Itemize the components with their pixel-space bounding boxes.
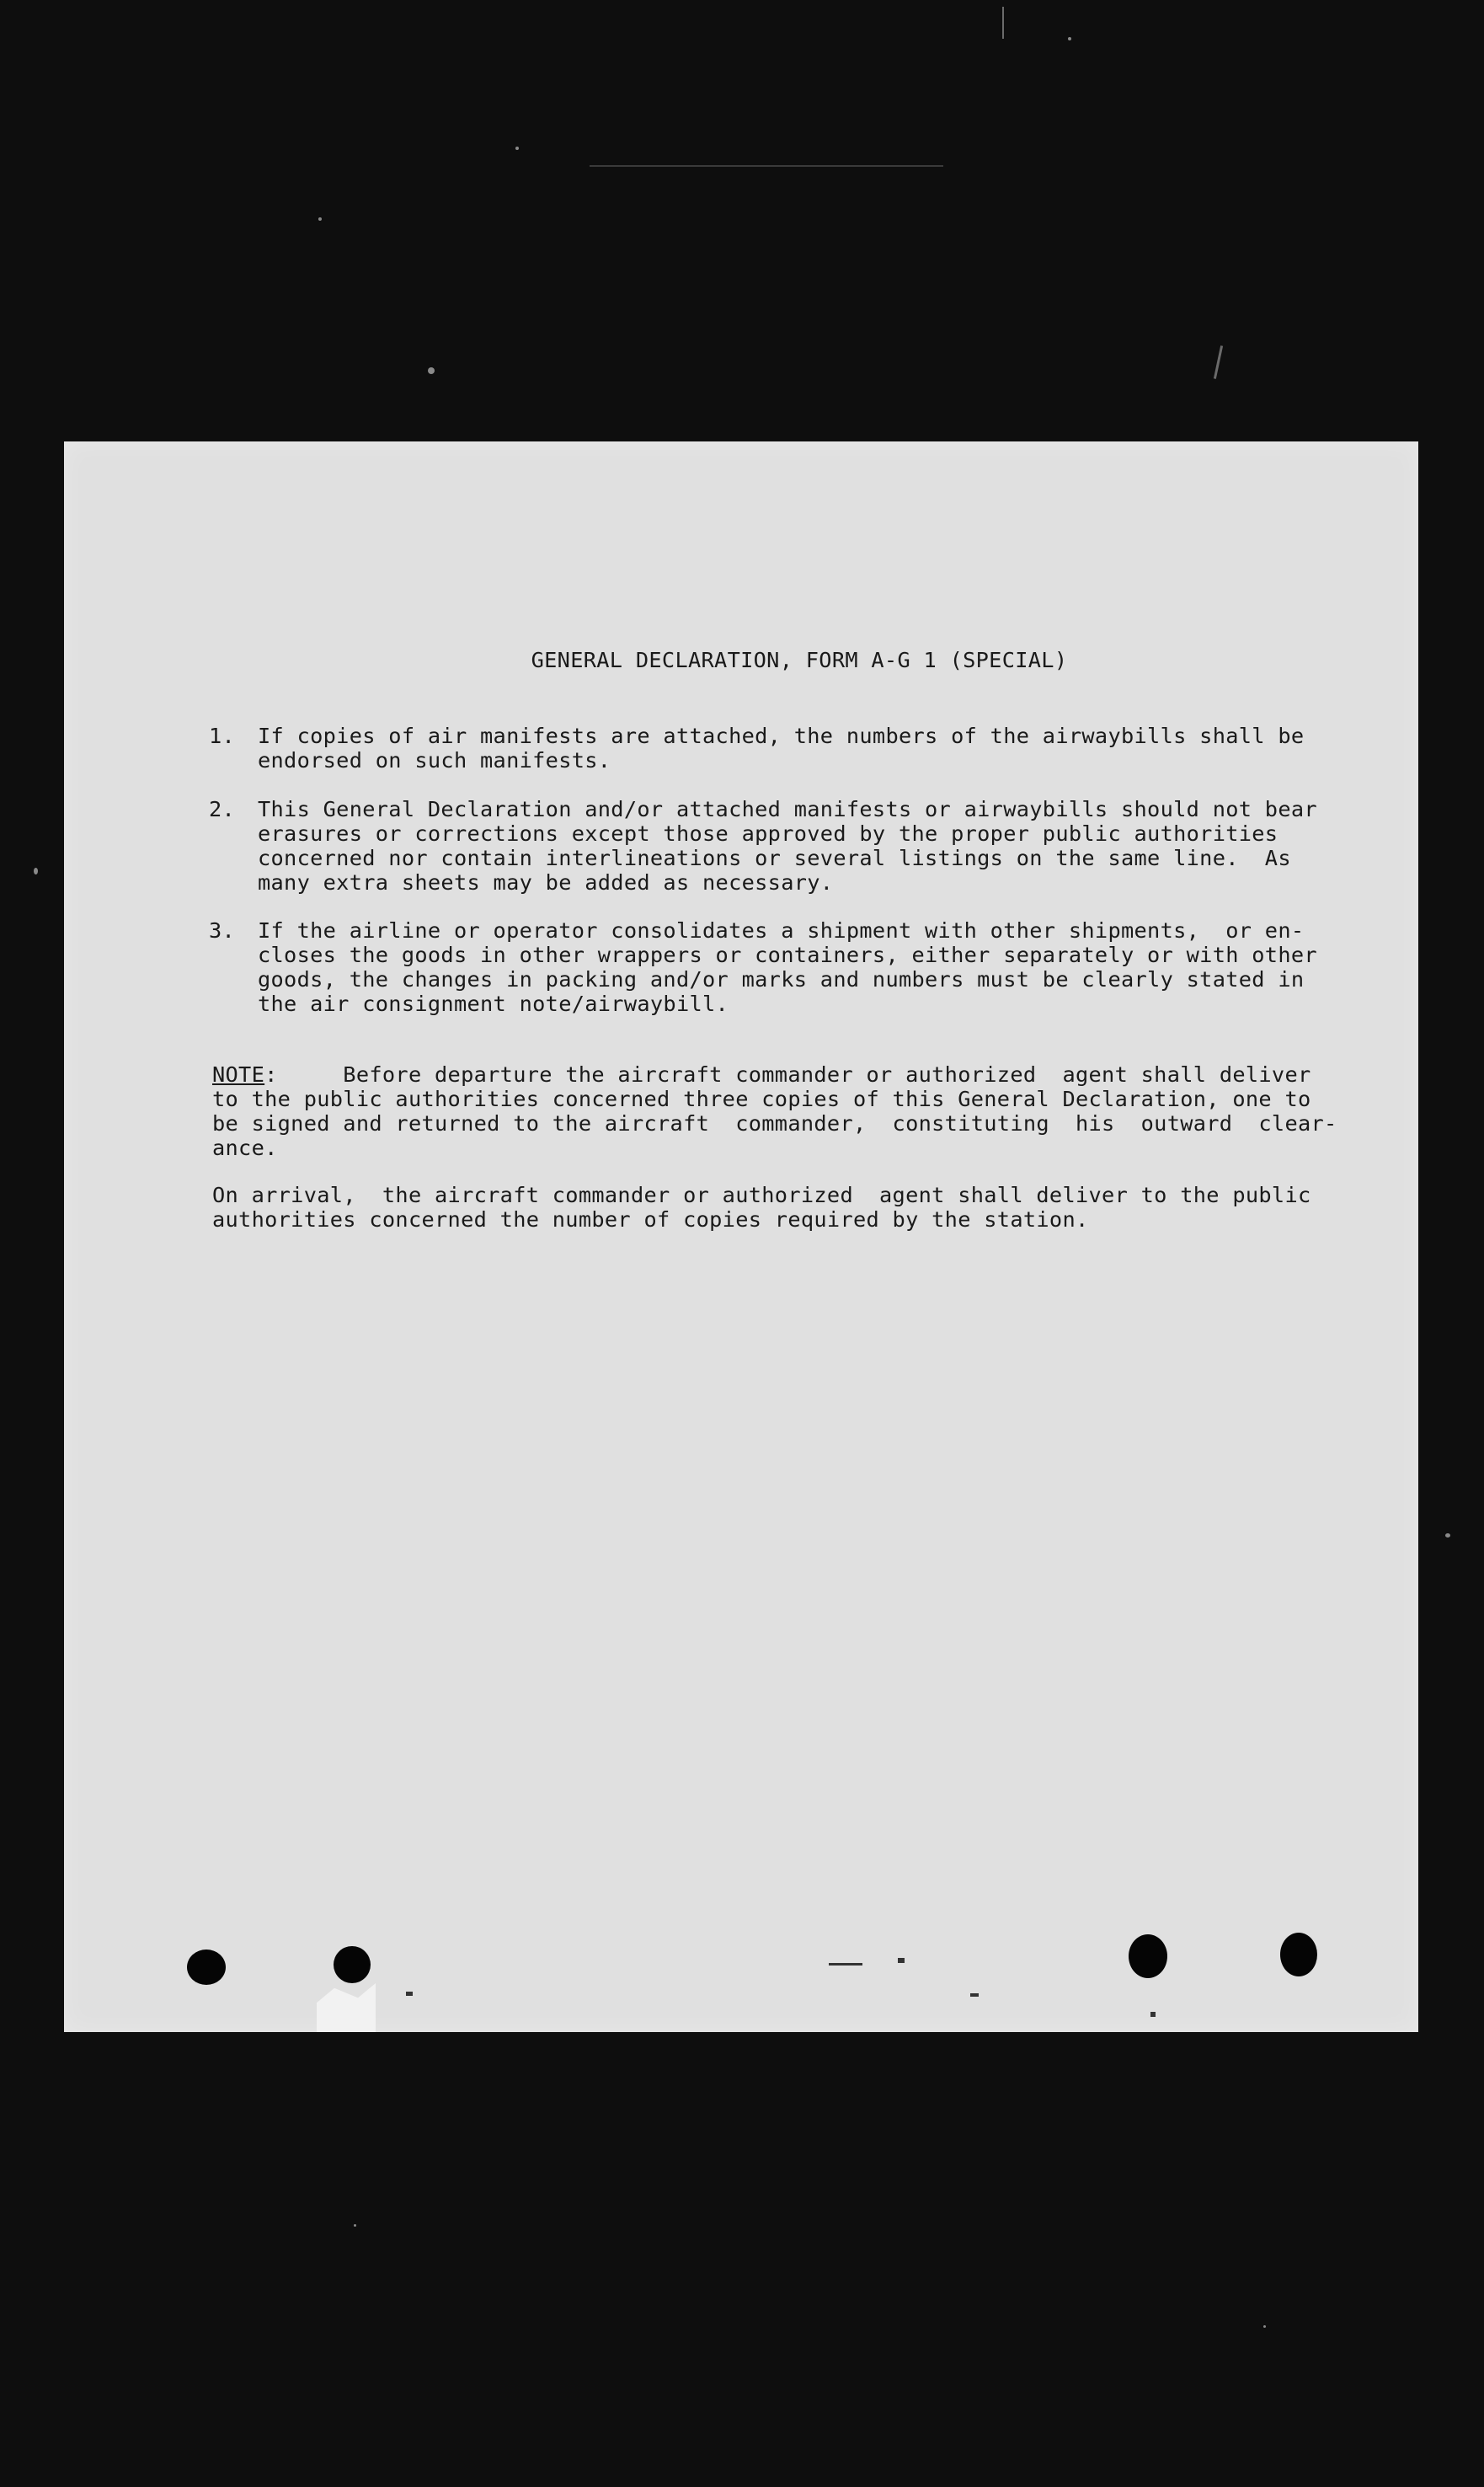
punch-hole (1129, 1934, 1167, 1978)
note-line: be signed and returned to the aircraft commander, constituting his outward clear- (212, 1111, 1337, 1136)
arrival-line: authorities concerned the number of copies required by the station. (212, 1207, 1089, 1232)
list-item-number: 2. (209, 797, 236, 821)
film-speck (515, 147, 519, 150)
film-speck (1263, 2325, 1266, 2328)
list-item-number: 1. (209, 724, 236, 748)
ink-mark (406, 1992, 413, 1996)
list-item-number: 3. (209, 918, 236, 943)
note-first-line (212, 1062, 1311, 1087)
list-item-line: closes the goods in other wrappers or containers, either separately or with other (258, 943, 1317, 967)
film-speck (318, 217, 322, 221)
document-title: GENERAL DECLARATION, FORM A-G 1 (SPECIAL) (531, 648, 1068, 672)
note-line: ance. (212, 1136, 278, 1160)
list-item-line: the air consignment note/airwaybill. (258, 992, 729, 1016)
list-item-line: erasures or corrections except those approved by the proper public authorities (258, 821, 1278, 846)
ink-mark (829, 1963, 862, 1966)
film-speck (354, 2224, 356, 2227)
list-item-line: If the airline or operator consolidates a shipment with other shipments, or en- (258, 918, 1305, 943)
film-scratch (1002, 7, 1004, 39)
film-speck (1068, 37, 1071, 40)
ink-mark (898, 1958, 905, 1963)
torn-paper-corner (317, 1983, 376, 2032)
arrival-line: On arrival, the aircraft commander or authorized agent shall deliver to the public (212, 1183, 1311, 1207)
note-line: to the public authorities concerned three copies of this General Declaration, one to (212, 1087, 1311, 1111)
list-item-line: concerned nor contain interlineations or several listings on the same line. As (258, 846, 1291, 870)
film-scratch (590, 165, 943, 167)
list-item-line: endorsed on such manifests. (258, 748, 611, 773)
ink-mark (970, 1993, 979, 1997)
list-item-line: goods, the changes in packing and/or marks and numbers must be clearly stated in (258, 967, 1305, 992)
note-first-line-text: : Before departure the aircraft commander or authorized agent shall deliver (264, 1062, 1311, 1087)
punch-hole (1280, 1933, 1317, 1976)
film-scratch (1214, 345, 1223, 379)
film-speck (1445, 1533, 1450, 1538)
film-speck (428, 367, 435, 374)
document-sheet (64, 441, 1418, 2032)
film-speck (34, 868, 38, 874)
ink-mark (1150, 2012, 1156, 2017)
list-item-line: If copies of air manifests are attached, the numbers of the airwaybills shall be (258, 724, 1305, 748)
list-item-line: This General Declaration and/or attached manifests or airwaybills should not bear (258, 797, 1317, 821)
punch-hole (187, 1949, 226, 1985)
punch-hole (334, 1946, 371, 1983)
list-item-line: many extra sheets may be added as necessary. (258, 870, 834, 895)
note-label: NOTE (212, 1062, 265, 1087)
